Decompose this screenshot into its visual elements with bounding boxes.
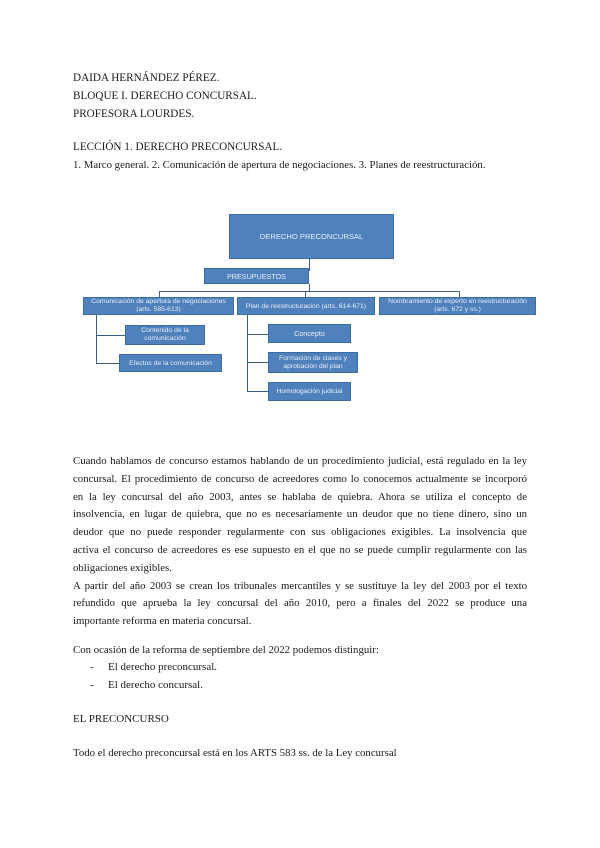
p2-line: importante reforma en materia concursal. [73, 615, 252, 628]
block-title: BLOQUE I. DERECHO CONCURSAL. [73, 90, 257, 102]
connector-com-efectos [96, 363, 119, 364]
paragraph-concurso [73, 453, 527, 631]
p2-line: A partir del año 2003 se crean los tribunales mercantiles y se sustituye la ley del 2003 por el texto [73, 579, 527, 592]
connector-plan-formacion [247, 362, 269, 363]
bullet-item: El derecho concursal. [108, 679, 203, 691]
connector-root [309, 259, 310, 271]
com-efectos-box: Efectos de la comunicación [119, 354, 222, 372]
author-name: DAIDA HERNÁNDEZ PÉREZ. [73, 72, 220, 84]
com-contenido-box: Contenido de la comunicación [125, 325, 205, 345]
p1-line: activa el concurso de acreedores es ese supuesto en el que no se puede cumplir regularmente con las [73, 543, 527, 556]
plan-formacion-box: Formación de clases y aprobación del plan [268, 352, 358, 373]
plan-homologacion-box: Homologación judicial [268, 382, 351, 401]
bullet-marker: - [90, 661, 94, 673]
p2-line: refundido que aprueba la ley concursal del año 2010, pero a finales del 2022 se produce una [73, 597, 527, 610]
bullet-marker: - [90, 679, 94, 691]
connector-com-vertical [96, 315, 97, 364]
branch-comunicacion-box: Comunicación de apertura de negociaciones (arts. 585-613) [83, 297, 234, 315]
connector-plan-homologacion [247, 391, 269, 392]
connector-horizontal [159, 291, 459, 292]
plan-concepto-box: Concepto [268, 324, 351, 343]
connector-plan-vertical [247, 315, 248, 392]
presupuestos-box: PRESUPUESTOS [204, 268, 309, 284]
lesson-topics: 1. Marco general. 2. Comunicación de apertura de negociaciones. 3. Planes de reestructuración. [73, 159, 486, 171]
branch-plan-box: Plan de reestructuración (arts. 614-671) [237, 297, 375, 315]
p1-line: concursal. El procedimiento de concurso de acreedores como lo conocemos actualmente se incorporó [73, 472, 527, 485]
p1-line: obligaciones exigibles. [73, 561, 172, 574]
lesson-title: LECCIÓN 1. DERECHO PRECONCURSAL. [73, 141, 283, 153]
connector-plan-concepto [247, 334, 269, 335]
teacher-name: PROFESORA LOURDES. [73, 108, 195, 120]
p1-line: deudor que no puede responder regularmente con sus obligaciones exigibles. La insolvencia que [73, 526, 527, 539]
p1-line: insolvencia, en lugar de quiebra, que no es necesariamente un deudor que no tiene dinero, sino un [73, 508, 527, 521]
p1-line: Cuando hablamos de concurso estamos hablando de un procedimiento judicial, está regulado en la ley [73, 455, 527, 467]
connector-com-contenido [96, 335, 126, 336]
closing-text: Todo el derecho preconcursal está en los ARTS 583 ss. de la Ley concursal [73, 747, 397, 759]
branch-experto-box: Nombramiento de experto en reestructuración (arts. 672 y ss.) [379, 297, 536, 315]
section-heading: EL PRECONCURSO [73, 713, 169, 725]
p1-line: en la ley concursal del año 2003, antes se hablaba de quiebra. Ahora se utiliza el concepto de [73, 490, 527, 503]
reform-intro: Con ocasión de la reforma de septiembre del 2022 podemos distinguir: [73, 644, 379, 656]
root-box: DERECHO PRECONCURSAL [229, 214, 394, 259]
connector-presupuestos [309, 284, 310, 292]
bullet-item: El derecho preconcursal. [108, 661, 218, 673]
